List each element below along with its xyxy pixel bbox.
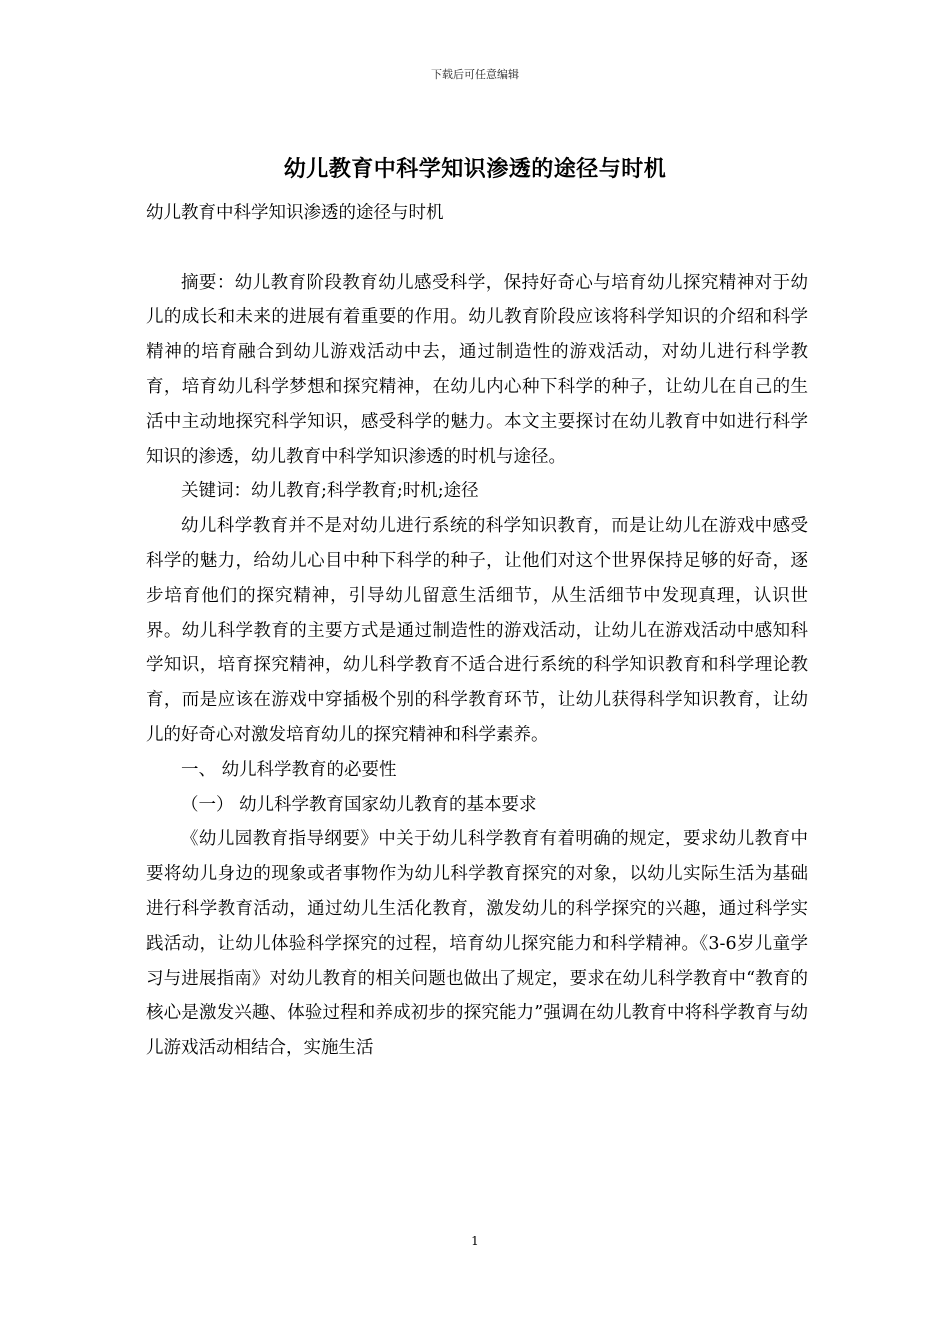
intro-paragraph: 幼儿科学教育并不是对幼儿进行系统的科学知识教育，而是让幼儿在游戏中感受科学的魅力，给幼儿心目中种下科学的种子，让他们对这个世界保持足够的好奇，逐步培育他们的探究精神，引导幼儿留意生活细节，从生活细节中发现真理，认识世界。幼儿科学教育的主要方式是通过制造性的游戏活动，让幼儿在游戏活动中感知科学知识，培育探究精神，幼儿科学教育不适合进行系统的科学知识教育和科学理论教育，而是应该在游戏中穿插极个别的科学教育环节，让幼儿获得科学知识教育，让幼儿的好奇心对激发培育幼儿的探究精神和科学素养。: [146, 516, 808, 745]
section-heading: 一、 幼儿科学教育的必要性: [181, 759, 397, 780]
page-number: 1: [471, 1234, 479, 1248]
header-note: 下载后可任意编辑: [431, 68, 519, 81]
document-title: 幼儿教育中科学知识渗透的途径与时机: [283, 156, 667, 182]
document-body: [146, 196, 808, 1066]
keywords-line: 关键词：幼儿教育;科学教育;时机;途径: [181, 481, 479, 502]
subsection-heading: （一） 幼儿科学教育国家幼儿教育的基本要求: [181, 794, 537, 815]
blank-line: [146, 231, 808, 266]
guidelines-paragraph: 《幼儿园教育指导纲要》中关于幼儿科学教育有着明确的规定，要求幼儿教育中要将幼儿身边的现象或者事物作为幼儿科学教育探究的对象，以幼儿实际生活为基础进行科学教育活动，通过幼儿生活化教育，激发幼儿的科学探究的兴趣，通过科学实践活动，让幼儿体验科学探究的过程，培育幼儿探究能力和科学精神。《3-6岁儿童学习与进展指南》对幼儿教育的相关问题也做出了规定，要求在幼儿科学教育中“教育的核心是激发兴趣、体验过程和养成初步的探究能力”强调在幼儿教育中将科学教育与幼儿游戏活动相结合，实施生活: [146, 829, 808, 1059]
subtitle: 幼儿教育中科学知识渗透的途径与时机: [146, 203, 444, 223]
abstract-paragraph: 摘要：幼儿教育阶段教育幼儿感受科学，保持好奇心与培育幼儿探究精神对于幼儿的成长和未来的进展有着重要的作用。幼儿教育阶段应该将科学知识的介绍和科学精神的培育融合到幼儿游戏活动中去，通过制造性的游戏活动，对幼儿进行科学教育，培育幼儿科学梦想和探究精神，在幼儿内心种下科学的种子，让幼儿在自己的生活中主动地探究科学知识，感受科学的魅力。本文主要探讨在幼儿教育中如进行科学知识的渗透，幼儿教育中科学知识渗透的时机与途径。: [146, 272, 808, 467]
